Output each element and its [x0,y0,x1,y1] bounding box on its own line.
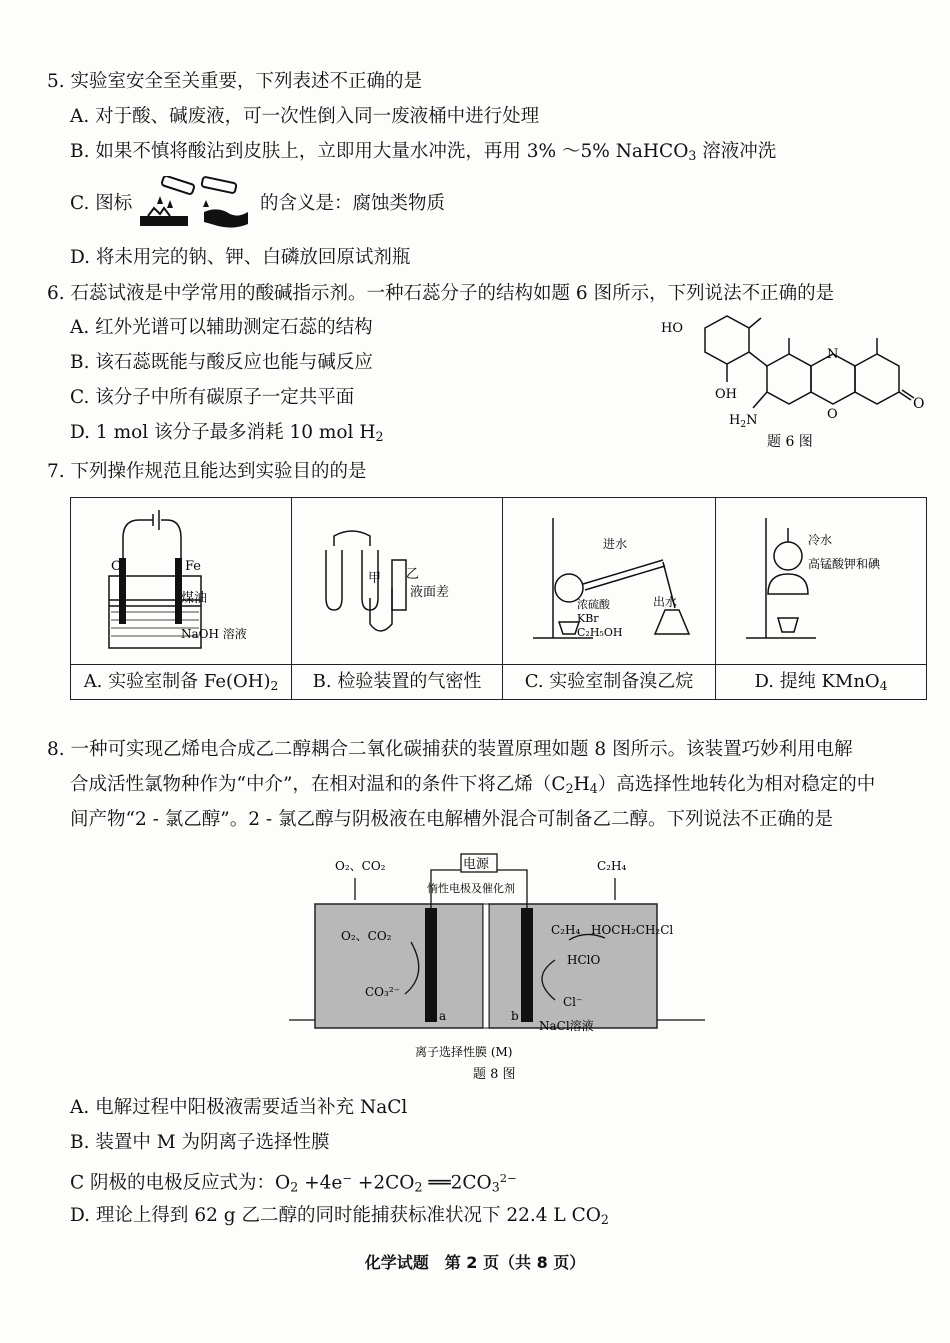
litmus-structure-figure [655,310,935,450]
ring-n-label: N [827,347,839,362]
svg-text:HOCH₂CH₂Cl: HOCH₂CH₂Cl [591,923,674,937]
amino-label: $H_2N$ [729,413,758,430]
q6-option-b: B. 该石蕊既能与酸反应也能与碱反应 [70,352,373,373]
q5-option-c-meaning: 的含义是：腐蚀类物质 [260,193,446,214]
svg-text:C₂H₄: C₂H₄ [597,859,627,873]
svg-text:NaCl溶液: NaCl溶液 [539,1019,594,1033]
svg-text:浓硫酸: 浓硫酸 [577,598,610,611]
svg-text:电源: 电源 [463,857,490,872]
q5-option-c: C. 图标 [70,193,133,214]
q6-option-c: C. 该分子中所有碳原子一定共平面 [70,387,355,408]
svg-text:惰性电极及催化剂: 惰性电极及催化剂 [427,882,515,895]
q8-option-b: B. 装置中 M 为阴离子选择性膜 [70,1132,330,1153]
q5-option-a: A. 对于酸、碱废液，可一次性倒入同一废液桶中进行处理 [70,106,540,127]
q7-options-table [70,497,927,700]
svg-text:C₂H₅OH: C₂H₅OH [577,626,623,639]
q8-stem-line1: 8. 一种可实现乙烯电合成乙二醇耦合二氧化碳捕获的装置原理如题 8 图所示。该装置巧妙利用电解 [47,739,853,760]
svg-text:b: b [511,1009,519,1023]
svg-text:NaOH 溶液: NaOH 溶液 [181,627,247,641]
q6-option-a: A. 红外光谱可以辅助测定石蕊的结构 [70,317,373,338]
fig6-caption: 题 6 图 [767,434,813,450]
q7-option-c: C. 实验室制备溴乙烷 [503,664,715,699]
q7-option-a: A. 实验室制备 $Fe(OH)_2$ [71,664,291,699]
corrosive-hazard-icon [140,176,254,230]
svg-text:a: a [439,1009,447,1023]
ring-o-label: O [827,407,838,422]
svg-text:CO₃²⁻: CO₃²⁻ [365,985,400,999]
q7-c-apparatus [503,498,715,664]
q8-option-d: D. 理论上得到 62 g 乙二醇的同时能捕获标准状况下 22.4 L $CO_2$ [70,1205,609,1228]
svg-text:离子选择性膜 (M): 离子选择性膜 (M) [415,1045,513,1059]
q8-stem-line2: 合成活性氯物种作为“中介”，在相对温和的条件下将乙烯$(C_2H_4)$高选择性地转化为相对稳定的中 [70,774,876,797]
svg-text:KBr: KBr [577,612,599,625]
q8-stem-line3: 间产物“2 - 氯乙醇”。2 - 氯乙醇与阴极液在电解槽外混合可制备乙二醇。下列说法不正确的是 [70,809,833,830]
svg-text:C₂H₄: C₂H₄ [551,923,581,937]
svg-text:O₂、CO₂: O₂、CO₂ [341,929,392,943]
q7-d-apparatus [716,498,926,664]
svg-text:Cl⁻: Cl⁻ [563,995,583,1009]
q7-stem: 7. 下列操作规范且能达到实验目的的是 [47,461,367,482]
q8-option-a: A. 电解过程中阳极液需要适当补充 NaCl [70,1097,408,1118]
q7-b-apparatus [292,498,502,664]
svg-text:甲: 甲 [368,571,382,586]
q5-option-b: B. 如果不慎将酸沾到皮肤上，立即用大量水冲洗，再用 3% ～5% NaHCO$_3$ 溶液冲洗 [70,141,777,164]
svg-text:HClO: HClO [567,953,601,967]
q6-stem: 6. 石蕊试液是中学常用的酸碱指示剂。一种石蕊分子的结构如题 6 图所示，下列说法不正确的是 [47,283,835,304]
svg-text:Fe: Fe [185,559,202,574]
q7-option-b: B. 检验装置的气密性 [292,664,502,699]
svg-text:冷水: 冷水 [808,533,833,547]
q8-option-c: C 阴极的电极反应式为：$O_2 +4e^- +2CO_2$ $══2CO_3^{2-}$ [70,1171,517,1195]
electrolysis-cell-figure [285,850,715,1086]
svg-text:O₂、CO₂: O₂、CO₂ [335,859,386,873]
svg-text:出水: 出水 [653,595,678,609]
svg-text:高锰酸钾和碘: 高锰酸钾和碘 [808,557,881,571]
q5-stem: 5. 实验室安全至关重要，下列表述不正确的是 [47,71,423,92]
q7-a-apparatus [71,498,291,664]
svg-text:题 8 图: 题 8 图 [473,1067,516,1082]
page-footer: 化学试题 第 2 页（共 8 页） [364,1253,586,1272]
q5-option-d: D. 将未用完的钠、钾、白磷放回原试剂瓶 [70,247,411,268]
svg-text:进水: 进水 [603,537,628,551]
ho-label: HO [661,321,683,336]
svg-text:液面差: 液面差 [410,585,450,600]
svg-text:乙: 乙 [406,567,420,582]
q7-option-d: D. 提纯 KMnO$_4$ [716,664,926,699]
oh-label: OH [715,387,737,402]
svg-text:C: C [111,559,121,574]
keto-o-label: O [913,396,925,412]
q6-option-d: D. 1 mol 该分子最多消耗 10 mol $H_2$ [70,422,384,445]
svg-text:煤油: 煤油 [181,591,208,606]
